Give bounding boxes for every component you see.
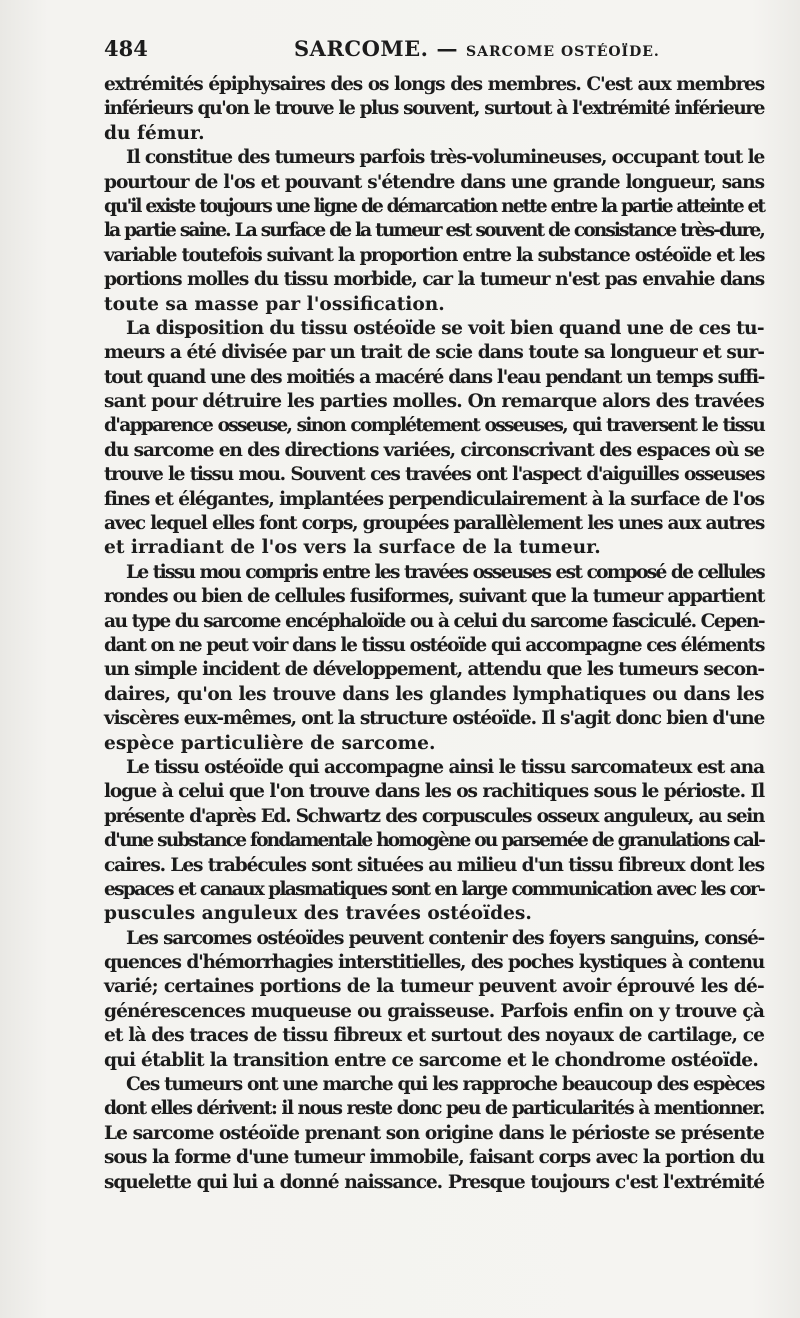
text-line: puscules anguleux des travées ostéoïdes. [104, 903, 532, 925]
text-line: qu'il existe toujours une ligne de démarcation nette entre la partie atteinte et [104, 195, 764, 217]
text-line: quences d'hémorrhagies interstitielles, des poches kystiques à contenu [104, 952, 764, 974]
text-line: sous la forme d'une tumeur immobile, faisant corps avec la portion du [104, 1147, 764, 1169]
text-line: portions molles du tissu morbide, car la tumeur n'est pas envahie dans [104, 269, 764, 291]
text-line: présente d'après Ed. Schwartz des corpuscules osseux anguleux, au sein [104, 805, 764, 827]
text-line: meurs a été divisée par un trait de scie dans toute sa longueur et sur- [104, 342, 764, 364]
section-title: SARCOME OSTÉOÏDE. [465, 44, 660, 60]
text-line: La disposition du tissu ostéoïde se voit bien quand une de ces tu- [126, 317, 764, 339]
text-line: la partie saine. La surface de la tumeur est souvent de consistance très-dure, [104, 220, 764, 242]
text-line: caires. Les trabécules sont situées au milieu d'un tissu fibreux dont les [104, 854, 764, 876]
text-line: inférieurs qu'on le trouve le plus souvent, surtout à l'extrémité inférieure [104, 98, 764, 120]
chapter-title: SARCOME. [294, 36, 429, 61]
text-line: trouve le tissu mou. Souvent ces travées ont l'aspect d'aiguilles osseuses [104, 464, 764, 486]
text-line: tout quand une des moitiés a macéré dans l'eau pendant un temps suffi- [104, 366, 764, 388]
text-line: avec lequel elles font corps, groupées parallèlement les unes aux autres [104, 513, 764, 535]
text-line: au type du sarcome encéphaloïde ou à celui du sarcome fasciculé. Cepen- [104, 610, 764, 632]
text-line: qui établit la transition entre ce sarcome et le chondrome ostéoïde. [104, 1049, 759, 1071]
text-line: dont elles dérivent: il nous reste donc peu de particularités à mentionner. [104, 1098, 764, 1120]
text-line: fines et élégantes, implantées perpendiculairement à la surface de l'os [104, 488, 764, 510]
text-line: toute sa masse par l'ossification. [104, 293, 445, 315]
text-line: Le sarcome ostéoïde prenant son origine dans le périoste se présente [104, 1122, 764, 1144]
text-line: Le tissu ostéoïde qui accompagne ainsi le tissu sarcomateux est ana [126, 756, 764, 778]
text-line: Il constitue des tumeurs parfois très-volumineuses, occupant tout le [126, 147, 765, 169]
text-line: et là des traces de tissu fibreux et surtout des noyaux de cartilage, ce [104, 1025, 764, 1047]
body-text [104, 73, 764, 1195]
text-line: un simple incident de développement, attendu que les tumeurs secon- [104, 659, 764, 681]
text-line: du sarcome en des directions variées, circonscrivant des espaces où se [104, 439, 764, 461]
running-header [104, 36, 764, 66]
text-line: d'une substance fondamentale homogène ou parsemée de granulations cal- [104, 830, 764, 852]
text-line: Le tissu mou compris entre les travées osseuses est composé de cellules [126, 561, 764, 583]
text-line: générescences muqueuse ou graisseuse. Parfois enfin on y trouve çà [104, 1000, 764, 1022]
text-line: espaces et canaux plasmatiques sont en large communication avec les cor- [104, 878, 764, 900]
text-line: espèce particulière de sarcome. [104, 732, 436, 754]
text-line: d'apparence osseuse, sinon complétement osseuses, qui traversent le tissu [104, 415, 764, 437]
text-line: Ces tumeurs ont une marche qui les rapproche beaucoup des espèces [126, 1074, 764, 1096]
text-line: squelette qui lui a donné naissance. Presque toujours c'est l'extrémité [104, 1171, 764, 1193]
text-line: viscères eux-mêmes, ont la structure ostéoïde. Il s'agit donc bien d'une [104, 708, 765, 730]
text-line: Les sarcomes ostéoïdes peuvent contenir des foyers sanguins, consé- [126, 927, 764, 949]
text-line: rondes ou bien de cellules fusiformes, suivant que la tumeur appartient [104, 586, 764, 608]
text-line: et irradiant de l'os vers la surface de la tumeur. [104, 537, 601, 559]
text-line: pourtour de l'os et pouvant s'étendre dans une grande longueur, sans [104, 171, 764, 193]
text-line: sant pour détruire les parties molles. On remarque alors des travées [104, 391, 764, 413]
text-line: du fémur. [104, 122, 205, 144]
text-line: extrémités épiphysaires des os longs des membres. C'est aux membres [104, 74, 764, 95]
text-line: daires, qu'on les trouve dans les glandes lymphatiques ou dans les [104, 683, 764, 705]
title-dash: — [436, 36, 458, 61]
text-line: variable toutefois suivant la proportion entre la substance ostéoïde et les [104, 244, 764, 266]
page-number: 484 [104, 36, 148, 61]
text-line: logue à celui que l'on trouve dans les os rachitiques sous le périoste. Il [104, 781, 764, 803]
text-line: varié; certaines portions de la tumeur peuvent avoir éprouvé les dé- [104, 976, 764, 998]
running-title [294, 36, 660, 61]
text-line: dant on ne peut voir dans le tissu ostéoïde qui accompagne ces éléments [104, 634, 764, 656]
